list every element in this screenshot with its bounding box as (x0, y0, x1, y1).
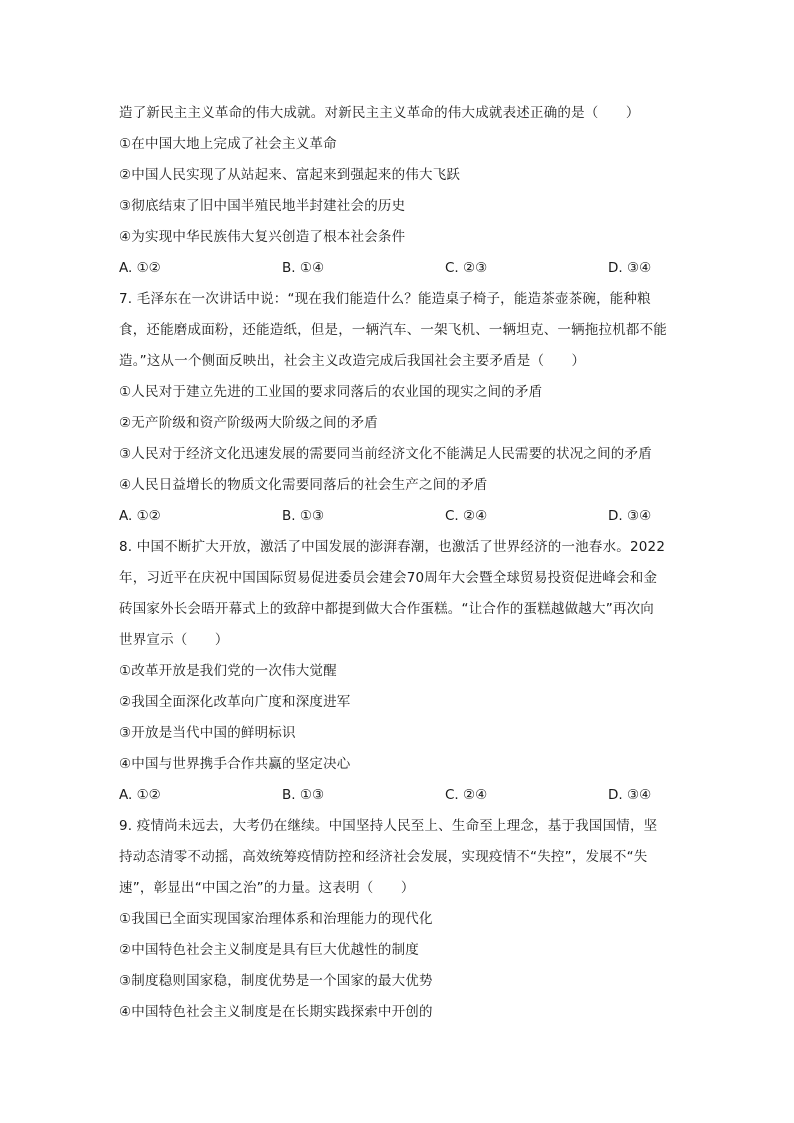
question-7-option-b: B. ①③ (282, 508, 325, 524)
question-8-statement-3: ③开放是当代中国的鲜明标识 (119, 725, 296, 741)
question-8-stem-line-2: 年，习近平在庆祝中国国际贸易促进委员会建会70周年大会暨全球贸易投资促进峰会和金 (119, 570, 658, 586)
question-6-statement-2: ②中国人民实现了从站起来、富起来到强起来的伟大飞跃 (119, 167, 461, 183)
question-9-statement-2: ②中国特色社会主义制度是具有巨大优越性的制度 (119, 942, 420, 958)
question-7-statement-4: ④人民日益增长的物质文化需要同落后的社会生产之间的矛盾 (119, 477, 488, 493)
question-9-statement-4: ④中国特色社会主义制度是在长期实践探索中开创的 (119, 1004, 433, 1020)
question-8-option-d: D. ③④ (608, 787, 652, 803)
question-6-statement-4: ④为实现中华民族伟大复兴创造了根本社会条件 (119, 229, 406, 245)
question-8-stem-line-4: 世界宣示（ ） (119, 632, 229, 648)
question-6-option-d: D. ③④ (608, 260, 652, 276)
question-6-option-b: B. ①④ (282, 260, 325, 276)
question-8 (119, 532, 679, 811)
question-6-options (119, 253, 679, 284)
question-7-stem-line-1: 7. 毛泽东在一次讲话中说：“现在我们能造什么？能造桌子椅子，能造茶壶茶碗，能种粮 (119, 291, 651, 307)
question-8-option-a: A. ①② (119, 787, 161, 803)
question-7-statement-1: ①人民对于建立先进的工业国的要求同落后的农业国的现实之间的矛盾 (119, 384, 543, 400)
question-7-stem-line-3: 造。”这从一个侧面反映出，社会主义改造完成后我国社会主要矛盾是（ ） (119, 353, 586, 369)
question-8-options (119, 780, 679, 811)
question-8-option-b: B. ①③ (282, 787, 325, 803)
question-7-stem-line-2: 食，还能磨成面粉，还能造纸，但是，一辆汽车、一架飞机、一辆坦克、一辆拖拉机都不能 (119, 322, 667, 338)
question-6 (119, 98, 679, 284)
question-9 (119, 811, 679, 1028)
question-7-option-c: C. ②④ (445, 508, 488, 524)
question-8-option-c: C. ②④ (445, 787, 488, 803)
question-9-stem-line-2: 持动态清零不动摇，高效统筹疫情防控和经济社会发展，实现疫情不“失控”，发展不“失 (119, 849, 648, 865)
question-7-option-d: D. ③④ (608, 508, 652, 524)
question-6-statement-1: ①在中国大地上完成了社会主义革命 (119, 136, 337, 152)
question-8-statement-2: ②我国全面深化改革向广度和深度进军 (119, 694, 351, 710)
question-7 (119, 284, 679, 532)
question-6-option-c: C. ②③ (445, 260, 488, 276)
question-6-stem-line-1: 造了新民主主义革命的伟大成就。对新民主主义革命的伟大成就表述正确的是（ ） (119, 105, 640, 121)
question-7-option-a: A. ①② (119, 508, 161, 524)
question-7-statement-2: ②无产阶级和资产阶级两大阶级之间的矛盾 (119, 415, 378, 431)
question-8-statement-4: ④中国与世界携手合作共赢的坚定决心 (119, 756, 351, 772)
question-7-statement-3: ③人民对于经济文化迅速发展的需要同当前经济文化不能满足人民需要的状况之间的矛盾 (119, 446, 652, 462)
question-8-stem-line-1: 8. 中国不断扩大开放，激活了中国发展的澎湃春潮，也激活了世界经济的一池春水。2022 (119, 539, 666, 555)
question-6-option-a: A. ①② (119, 260, 161, 276)
question-7-options (119, 501, 679, 532)
question-9-stem-line-1: 9. 疫情尚未远去，大考仍在继续。中国坚持人民至上、生命至上理念，基于我国国情，坚 (119, 818, 658, 834)
question-6-statement-3: ③彻底结束了旧中国半殖民地半封建社会的历史 (119, 198, 406, 214)
question-9-statement-1: ①我国已全面实现国家治理体系和治理能力的现代化 (119, 911, 433, 927)
question-9-stem-line-3: 速”，彰显出“中国之治”的力量。这表明（ ） (119, 880, 415, 896)
question-8-statement-1: ①改革开放是我们党的一次伟大觉醒 (119, 663, 337, 679)
page-content (119, 98, 679, 1028)
question-9-statement-3: ③制度稳则国家稳，制度优势是一个国家的最大优势 (119, 973, 433, 989)
question-8-stem-line-3: 砖国家外长会晤开幕式上的致辞中都提到做大合作蛋糕。“让合作的蛋糕越做越大”再次向 (119, 601, 654, 617)
